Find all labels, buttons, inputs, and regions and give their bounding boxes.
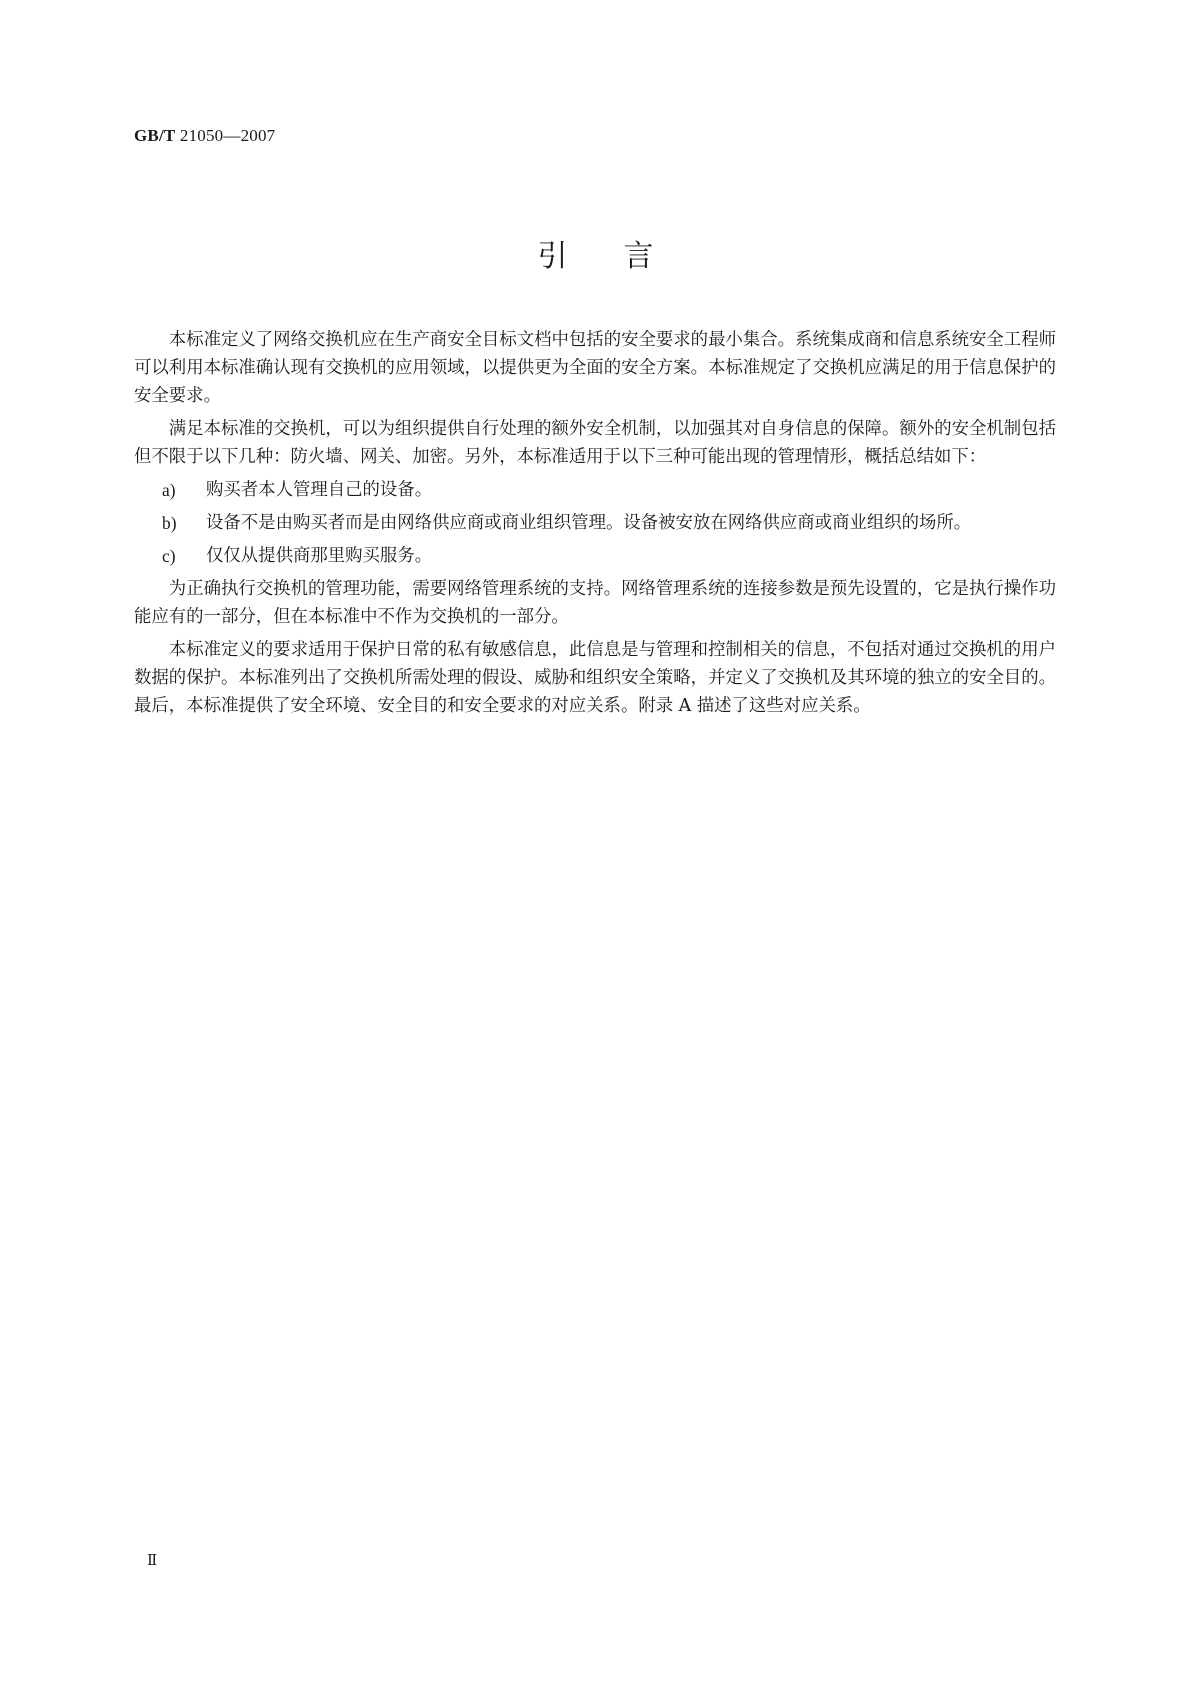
list-item-text: 购买者本人管理自己的设备。 xyxy=(206,480,433,500)
standard-number: 21050—2007 xyxy=(175,126,276,145)
page-number: Ⅱ xyxy=(147,1553,158,1569)
page-title: 引言 xyxy=(537,239,710,274)
paragraph: 本标准定义的要求适用于保护日常的私有敏感信息，此信息是与管理和控制相关的信息，不包括对通过交换机的用户数据的保护。本标准列出了交换机所需处理的假设、威胁和组织安全策略，并定义了交换机及其环境的独立的安全目的。最后，本标准提供了安全环境、安全目的和安全要求的对应关系。附录 A 描述了这些对应关系。 xyxy=(134,640,1056,716)
list-item xyxy=(134,476,1056,504)
list-item xyxy=(134,542,1056,570)
list-marker: a) xyxy=(162,480,176,500)
standard-prefix: GB/T xyxy=(134,126,176,145)
list-marker: b) xyxy=(162,513,177,533)
paragraph: 为正确执行交换机的管理功能，需要网络管理系统的支持。网络管理系统的连接参数是预先设置的，它是执行操作功能应有的一部分，但在本标准中不作为交换机的一部分。 xyxy=(134,579,1056,627)
document-body xyxy=(134,326,1056,725)
list-marker: c) xyxy=(162,546,176,566)
list-item-text: 设备不是由购买者而是由网络供应商或商业组织管理。设备被安放在网络供应商或商业组织的场所。 xyxy=(206,513,972,533)
list-item xyxy=(134,509,1056,537)
list-item-text: 仅仅从提供商那里购买服务。 xyxy=(206,546,433,566)
paragraph: 满足本标准的交换机，可以为组织提供自行处理的额外安全机制，以加强其对自身信息的保障。额外的安全机制包括但不限于以下几种：防火墙、网关、加密。另外，本标准适用于以下三种可能出现的管理情形，概括总结如下： xyxy=(134,419,1056,467)
paragraph: 本标准定义了网络交换机应在生产商安全目标文档中包括的安全要求的最小集合。系统集成商和信息系统安全工程师可以利用本标准确认现有交换机的应用领域，以提供更为全面的安全方案。本标准规定了交换机应满足的用于信息保护的安全要求。 xyxy=(134,330,1056,406)
standard-code xyxy=(134,126,275,146)
